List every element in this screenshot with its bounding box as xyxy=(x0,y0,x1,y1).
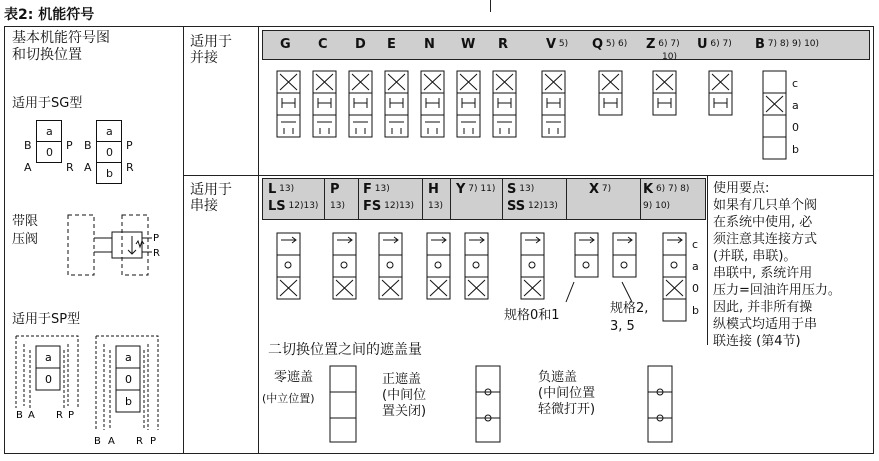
port-a-label: A xyxy=(84,161,92,174)
svg-text:B: B xyxy=(94,436,101,447)
k-position-label: 0 xyxy=(692,282,699,295)
svg-text:P: P xyxy=(68,410,75,421)
svg-text:R: R xyxy=(136,436,143,447)
positive-overlap-label: 正遮盖 xyxy=(382,372,422,387)
series-code-y: Y $^{7) 11)}$ xyxy=(456,182,496,197)
b-position-label: a xyxy=(792,99,799,112)
positive-overlap-note: (中间位 置关闭) xyxy=(382,388,427,419)
port-p-label: P xyxy=(66,139,73,152)
svg-text:P: P xyxy=(150,436,157,447)
svg-text:B: B xyxy=(16,410,23,421)
parallel-code-z: Z $^{6) 7)}$ 10) xyxy=(646,37,680,62)
k-position-label: c xyxy=(692,238,699,251)
sp-label: 适用于SP型 xyxy=(12,312,81,327)
series-symbol-1 xyxy=(276,232,302,302)
parallel-symbol-b xyxy=(762,70,788,160)
table-title: 表2: 机能符号 xyxy=(4,7,95,23)
svg-text:b: b xyxy=(125,395,132,408)
svg-text:P: P xyxy=(153,233,160,244)
svg-text:0: 0 xyxy=(45,373,52,386)
series-code-h: H $^{13)}$ xyxy=(428,182,443,211)
parallel-symbol-r xyxy=(492,70,518,140)
series-code-k: K $^{6) 7) 8)}$ $^{9) 10)}$ xyxy=(643,182,690,211)
relief-valve-symbol xyxy=(62,210,172,280)
series-symbol-8 xyxy=(612,232,638,280)
parallel-symbol-e xyxy=(384,70,410,140)
size-0-1-label: 规格0和1 xyxy=(504,308,560,323)
parallel-code-n: N xyxy=(424,37,435,52)
parallel-code-r: R xyxy=(498,37,509,52)
series-code-s: S $^{13)}$ SS $^{12)13)}$ xyxy=(507,182,558,214)
sg3-position-a: a xyxy=(96,120,122,142)
svg-text:0: 0 xyxy=(125,373,132,386)
svg-text:A: A xyxy=(108,436,115,447)
series-header-divider xyxy=(324,178,325,220)
sg-label: 适用于SG型 xyxy=(12,96,83,111)
series-code-l: L $^{13)}$ LS $^{12)13)}$ xyxy=(268,182,319,214)
parallel-code-g: G xyxy=(280,37,291,52)
series-header-divider xyxy=(450,178,451,220)
parallel-symbol-d xyxy=(348,70,374,140)
svg-text:a: a xyxy=(125,351,132,364)
notes-divider xyxy=(707,175,708,345)
parallel-symbol-u xyxy=(708,70,734,140)
series-header-divider xyxy=(422,178,423,220)
k-position-label: a xyxy=(692,260,699,273)
zero-overlap-label: 零遮盖 xyxy=(274,370,314,385)
series-symbol-6 xyxy=(520,232,546,302)
series-symbol-4 xyxy=(426,232,452,302)
parallel-code-d: D xyxy=(355,37,366,52)
series-symbol-7 xyxy=(574,232,600,280)
k-position-label: b xyxy=(692,304,699,317)
left-column-divider xyxy=(183,26,184,454)
series-symbol-5 xyxy=(464,232,490,302)
parallel-code-w: W xyxy=(461,37,476,52)
sg3-position-b: b xyxy=(96,162,122,184)
sg-position-a: a xyxy=(36,120,62,142)
port-p-label: P xyxy=(126,139,133,152)
parallel-symbol-q xyxy=(598,70,624,140)
port-b-label: B xyxy=(84,139,92,152)
negative-overlap-note: (中间位置 轻微打开) xyxy=(538,386,596,417)
parallel-code-q: Q $^{5) 6)}$ xyxy=(592,37,628,52)
series-header-divider xyxy=(566,178,567,220)
overlap-heading: 二切换位置之间的遮盖量 xyxy=(268,342,422,358)
row-divider xyxy=(183,175,874,176)
series-header-divider xyxy=(502,178,503,220)
top-tick xyxy=(490,0,491,12)
parallel-symbol-g xyxy=(276,70,302,140)
b-position-label: b xyxy=(792,143,799,156)
size-pointer-lines xyxy=(560,278,640,308)
sg-position-0: 0 xyxy=(36,141,62,163)
series-symbol-3 xyxy=(378,232,404,302)
parallel-symbol-n xyxy=(420,70,446,140)
parallel-symbol-v xyxy=(541,70,567,140)
relief-valve-label: 带限 压阀 xyxy=(12,214,39,247)
parallel-symbol-c xyxy=(312,70,338,140)
series-symbol-2 xyxy=(332,232,358,302)
port-b-label: B xyxy=(24,139,32,152)
series-header-divider xyxy=(640,178,641,220)
series-symbol-9 xyxy=(662,232,688,324)
negative-overlap-label: 负遮盖 xyxy=(538,370,578,385)
parallel-symbol-w xyxy=(456,70,482,140)
sg3-position-0: 0 xyxy=(96,141,122,163)
left-heading: 基本机能符号图 和切换位置 xyxy=(12,30,110,63)
port-r-label: R xyxy=(126,161,134,174)
series-label: 适用于 串接 xyxy=(190,182,232,214)
sp-symbols xyxy=(12,332,182,450)
b-position-label: c xyxy=(792,77,799,90)
parallel-code-u: U $^{6) 7)}$ xyxy=(697,37,732,52)
usage-notes: 使用要点: 如果有几只单个阀 在系统中使用, 必 须注意其连接方式 (并联, 串联)。 串联中, 系统许用 压力=回油许用压力。 因此, 并非所有操 纵模式均适用于串 联连接 (第4节) xyxy=(713,181,841,349)
svg-text:A: A xyxy=(28,410,35,421)
parallel-symbol-z xyxy=(652,70,678,140)
svg-text:R: R xyxy=(153,248,160,259)
series-code-p: P $^{13)}$ xyxy=(330,182,345,211)
svg-text:a: a xyxy=(45,351,52,364)
parallel-code-v: V $^{5)}$ xyxy=(546,37,569,52)
label-column-divider xyxy=(258,26,259,454)
series-code-f: F $^{13)}$ FS $^{12)13)}$ xyxy=(363,182,415,214)
parallel-label: 适用于 并接 xyxy=(190,34,232,66)
svg-text:R: R xyxy=(56,410,63,421)
series-code-x: X $^{7)}$ xyxy=(589,182,612,197)
parallel-code-b: B $^{7) 8) 9) 10)}$ xyxy=(755,37,820,52)
series-header-divider xyxy=(358,178,359,220)
parallel-code-e: E xyxy=(387,37,396,52)
zero-overlap-note: (中立位置) xyxy=(262,392,315,405)
b-position-label: 0 xyxy=(792,121,799,134)
port-a-label: A xyxy=(24,161,32,174)
size-2-3-5-label: 规格2, 3, 5 xyxy=(610,301,649,334)
port-r-label: R xyxy=(66,161,74,174)
overlap-symbols xyxy=(326,364,706,444)
parallel-code-c: C xyxy=(318,37,328,52)
